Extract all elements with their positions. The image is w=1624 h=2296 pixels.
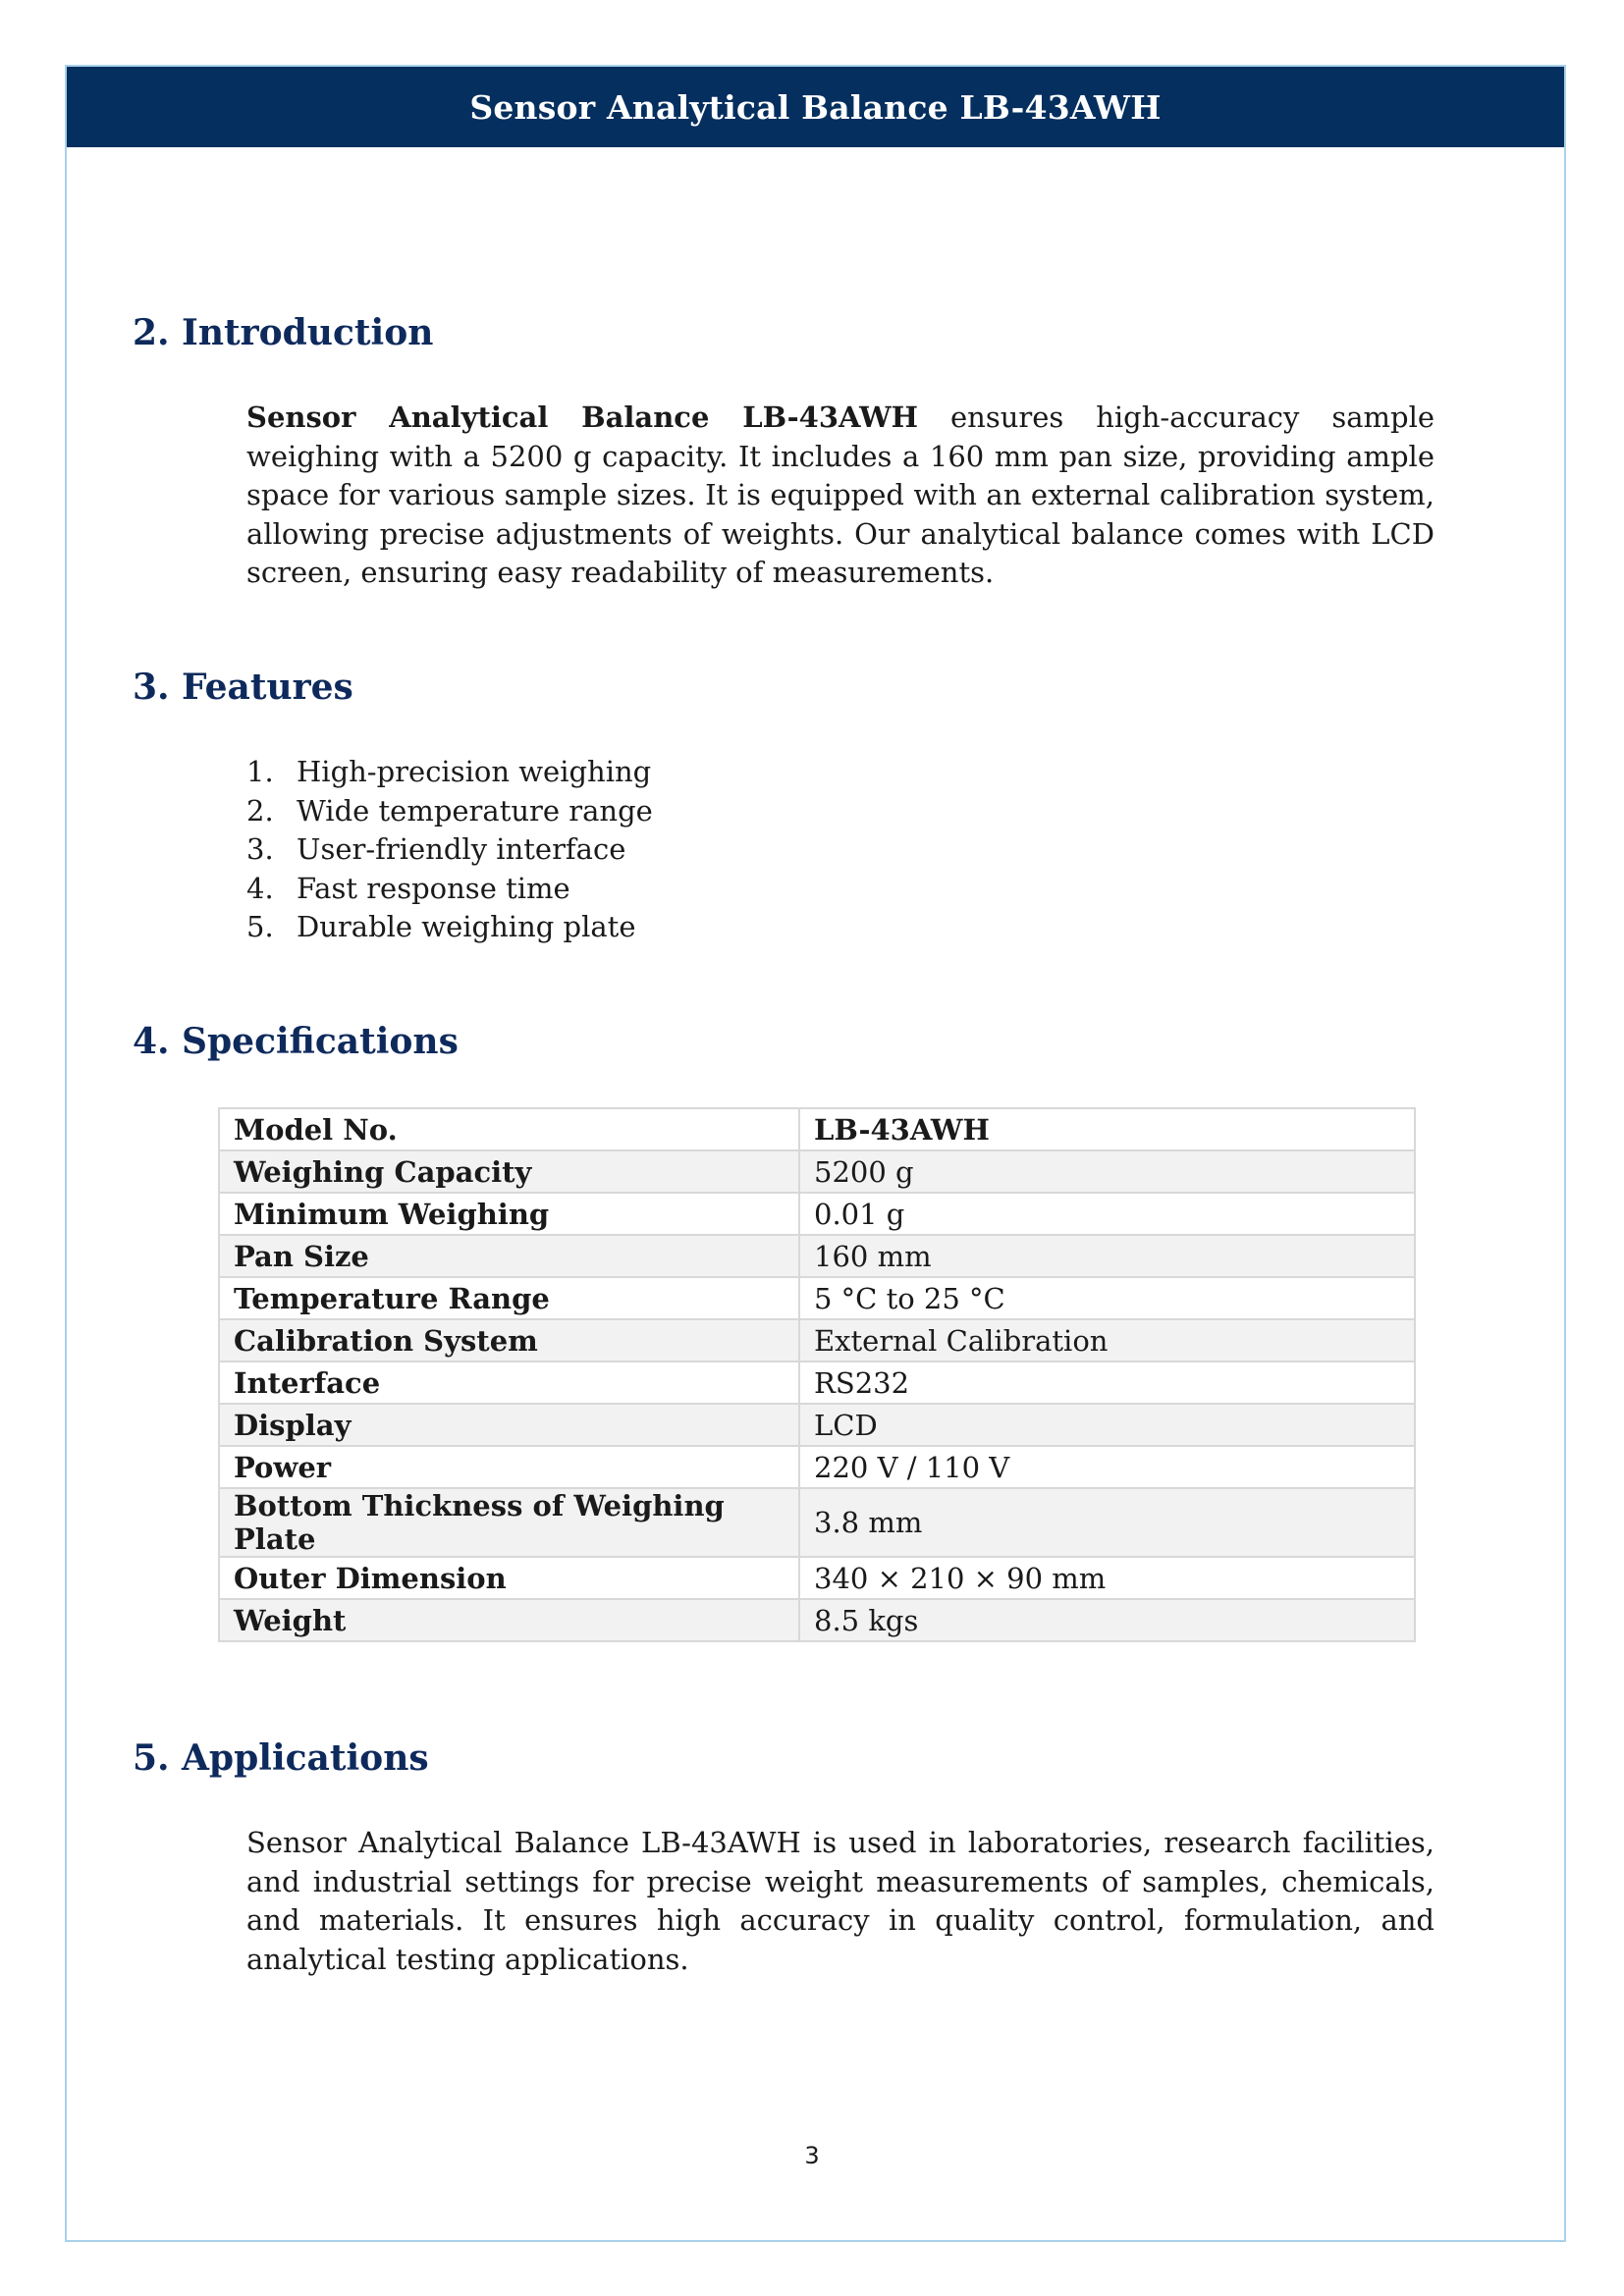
applications-paragraph: Sensor Analytical Balance LB-43AWH is used in laboratories, research facilities, and industrial settings for precise weight measurements of samples, chemicals, and materials. It ensures high accuracy in quality control, formulation, and analytical testing applications.: [246, 1826, 1435, 1976]
spec-value: 160 mm: [799, 1235, 1415, 1277]
spec-label: Weight: [219, 1599, 799, 1641]
introduction-body: ensures high-accuracy sample weighing with a 5200 g capacity. It includes a 160 mm pan size, providing ample space for various sample sizes. It is equipped with an external calibration system, allowing precise adjustments of weights. Our analytical balance comes with LCD screen, ensuring easy readability of measurements.: [246, 400, 1435, 589]
table-row: [219, 1362, 1415, 1404]
section-heading-introduction: [133, 312, 433, 353]
spec-value: LCD: [799, 1404, 1415, 1446]
section-number: 5.: [133, 1737, 170, 1779]
spec-label: Outer Dimension: [219, 1557, 799, 1599]
list-item: [246, 792, 653, 831]
section-number: 4.: [133, 1021, 170, 1062]
list-item-text: Fast response time: [297, 871, 570, 905]
spec-value: 5 °C to 25 °C: [799, 1277, 1415, 1319]
document-title-bar: [67, 67, 1564, 147]
section-title: Applications: [182, 1737, 429, 1779]
list-item-text: User-friendly interface: [297, 832, 626, 866]
spec-label: Interface: [219, 1362, 799, 1404]
table-row: [219, 1108, 1415, 1150]
spec-label: Temperature Range: [219, 1277, 799, 1319]
list-item: [246, 830, 653, 870]
table-row: [219, 1235, 1415, 1277]
spec-value: External Calibration: [799, 1319, 1415, 1362]
product-name: Sensor Analytical Balance LB-43AWH: [246, 400, 919, 434]
spec-value: 0.01 g: [799, 1193, 1415, 1235]
spec-label: Bottom Thickness of Weighing Plate: [219, 1488, 799, 1557]
section-title: Features: [182, 667, 353, 708]
section-heading-features: [133, 667, 353, 708]
list-item: [246, 908, 653, 947]
table-row: [219, 1446, 1415, 1488]
table-row: [219, 1150, 1415, 1193]
spec-value: 220 V / 110 V: [799, 1446, 1415, 1488]
list-item-number: 5.: [246, 910, 274, 943]
section-number: 2.: [133, 312, 170, 353]
section-number: 3.: [133, 667, 170, 708]
spec-value: RS232: [799, 1362, 1415, 1404]
list-item-number: 1.: [246, 755, 274, 788]
table-row: [219, 1404, 1415, 1446]
spec-label: Pan Size: [219, 1235, 799, 1277]
list-item-number: 2.: [246, 793, 274, 828]
table-row: [219, 1488, 1415, 1557]
spec-value: 340 × 210 × 90 mm: [799, 1557, 1415, 1599]
spec-label: Calibration System: [219, 1319, 799, 1362]
spec-value: 5200 g: [799, 1150, 1415, 1193]
spec-label: Minimum Weighing: [219, 1193, 799, 1235]
list-item-text: Durable weighing plate: [297, 910, 636, 943]
section-heading-applications: [133, 1737, 429, 1779]
table-row: [219, 1193, 1415, 1235]
section-title: Introduction: [182, 312, 434, 353]
list-item: [246, 870, 653, 909]
spec-label: Model No.: [219, 1108, 799, 1150]
spec-value: 8.5 kgs: [799, 1599, 1415, 1641]
specifications-table: [218, 1107, 1416, 1642]
section-heading-specifications: [133, 1021, 459, 1062]
spec-label: Power: [219, 1446, 799, 1488]
list-item-text: Wide temperature range: [297, 793, 653, 828]
list-item-text: High-precision weighing: [297, 755, 652, 788]
spec-label: Weighing Capacity: [219, 1150, 799, 1193]
introduction-paragraph: [246, 399, 1435, 593]
table-row: [219, 1557, 1415, 1599]
table-row: [219, 1599, 1415, 1641]
list-item: [246, 753, 653, 792]
table-row: [219, 1319, 1415, 1362]
features-list: [246, 753, 653, 947]
spec-value: 3.8 mm: [799, 1488, 1415, 1557]
section-title: Specifications: [182, 1021, 459, 1062]
spec-value: LB-43AWH: [799, 1108, 1415, 1150]
list-item-number: 3.: [246, 832, 274, 866]
table-row: [219, 1277, 1415, 1319]
spec-label: Display: [219, 1404, 799, 1446]
document-title: Sensor Analytical Balance LB-43AWH: [469, 87, 1162, 127]
page-number: 3: [804, 2142, 820, 2169]
list-item-number: 4.: [246, 871, 274, 905]
